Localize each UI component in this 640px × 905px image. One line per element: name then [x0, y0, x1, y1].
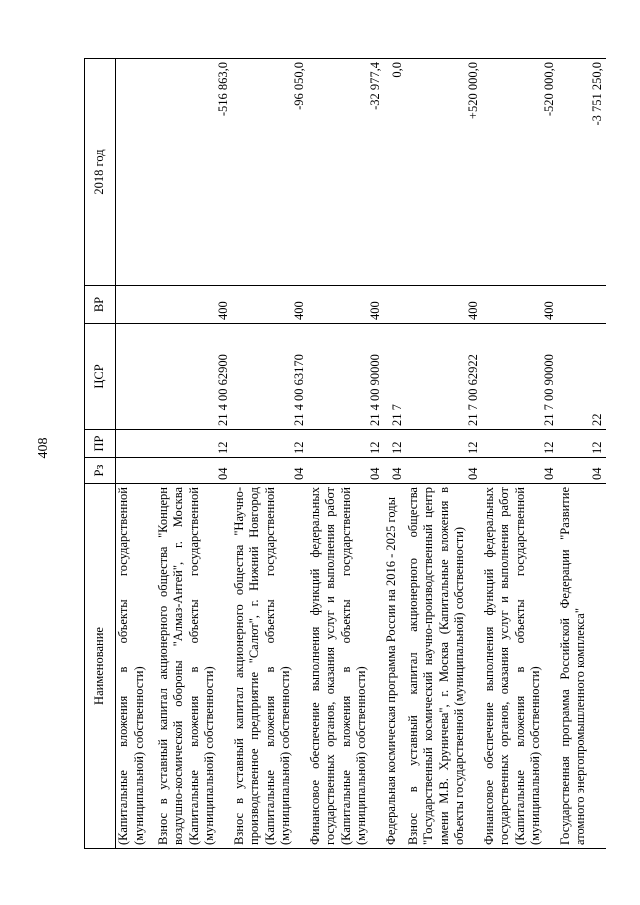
- row-name: Государственная программа Российской Федерации "Развитие атомного энергопромышленного комплекса": [558, 484, 606, 849]
- row-csr: [116, 324, 156, 430]
- row-csr: 21 7: [384, 324, 406, 430]
- rotated-table-wrapper: [84, 59, 604, 849]
- row-vr: 400: [232, 286, 308, 324]
- table-row: [156, 59, 232, 849]
- row-rz: [116, 458, 156, 484]
- row-csr: 21 7 00 90000: [482, 324, 558, 430]
- row-amount: -516 863,0: [156, 59, 232, 286]
- row-csr: 21 7 00 62922: [406, 324, 482, 430]
- row-name: Финансовое обеспечение выполнения функций федеральных государственных органов, оказания услуг и выполнения работ (Капитальные вложения в объекты государственной (муниципальной) собственности): [482, 484, 558, 849]
- row-pr: [116, 430, 156, 458]
- page-number: 408: [36, 437, 51, 459]
- table-row: [308, 59, 384, 849]
- row-rz: 04: [156, 458, 232, 484]
- row-name: Взнос в уставный капитал акционерного общества "Научно-производственное предприятие "Салют", г. Нижний Новгород (Капитальные вложения в объекты государственной (муниципальной) собственности): [232, 484, 308, 849]
- row-pr: 12: [384, 430, 406, 458]
- table-row: [384, 59, 406, 849]
- row-pr: 12: [558, 430, 606, 458]
- row-vr: 400: [482, 286, 558, 324]
- row-pr: 12: [308, 430, 384, 458]
- row-amount: -32 977,4: [308, 59, 384, 286]
- row-rz: 04: [384, 458, 406, 484]
- row-name: (Капитальные вложения в объекты государственной (муниципальной) собственности): [116, 484, 156, 849]
- row-rz: 04: [482, 458, 558, 484]
- row-name: Финансовое обеспечение выполнения функций федеральных государственных органов, оказания услуг и выполнения работ (Капитальные вложения в объекты государственной (муниципальной) собственности): [308, 484, 384, 849]
- row-vr: [116, 286, 156, 324]
- table-row: [406, 59, 482, 849]
- header-rz: Рз: [85, 458, 116, 484]
- table-row: [558, 59, 606, 849]
- header-name: Наименование: [85, 484, 116, 849]
- row-csr: 21 4 00 63170: [232, 324, 308, 430]
- row-vr: 400: [406, 286, 482, 324]
- row-amount: -520 000,0: [482, 59, 558, 286]
- row-rz: 04: [232, 458, 308, 484]
- row-rz: 04: [558, 458, 606, 484]
- header-csr: ЦСР: [85, 324, 116, 430]
- row-pr: 12: [232, 430, 308, 458]
- row-amount: +520 000,0: [406, 59, 482, 286]
- row-amount: 0,0: [384, 59, 406, 286]
- row-amount: [116, 59, 156, 286]
- row-rz: 04: [406, 458, 482, 484]
- table-row: [116, 59, 156, 849]
- row-vr: 400: [308, 286, 384, 324]
- row-pr: 12: [406, 430, 482, 458]
- row-vr: 400: [156, 286, 232, 324]
- row-csr: 21 4 00 62900: [156, 324, 232, 430]
- row-pr: 12: [482, 430, 558, 458]
- row-csr: 21 4 00 90000: [308, 324, 384, 430]
- row-rz: 04: [308, 458, 384, 484]
- row-csr: 22: [558, 324, 606, 430]
- row-amount: -96 050,0: [232, 59, 308, 286]
- header-pr: ПР: [85, 430, 116, 458]
- row-vr: [558, 286, 606, 324]
- row-vr: [384, 286, 406, 324]
- table-row: [232, 59, 308, 849]
- table-row: [482, 59, 558, 849]
- header-vr: ВР: [85, 286, 116, 324]
- row-name: Взнос в уставный капитал акционерного общества "Государственный космический научно-производственный центр имени М.В. Хруничева", г. Москва (Капитальные вложения в объекты государственной (муниципальной) собственности): [406, 484, 482, 849]
- row-name: Взнос в уставный капитал акционерного общества "Концерн воздушно-космической обороны "Алмаз-Антей", г. Москва (Капитальные вложения в объекты государственной (муниципальной) собственности): [156, 484, 232, 849]
- row-amount: -3 751 250,0: [558, 59, 606, 286]
- row-name: Федеральная космическая программа России на 2016 - 2025 годы: [384, 484, 406, 849]
- table-header-row: [85, 59, 116, 849]
- row-pr: 12: [156, 430, 232, 458]
- header-year: 2018 год: [85, 59, 116, 286]
- budget-table: [84, 58, 606, 849]
